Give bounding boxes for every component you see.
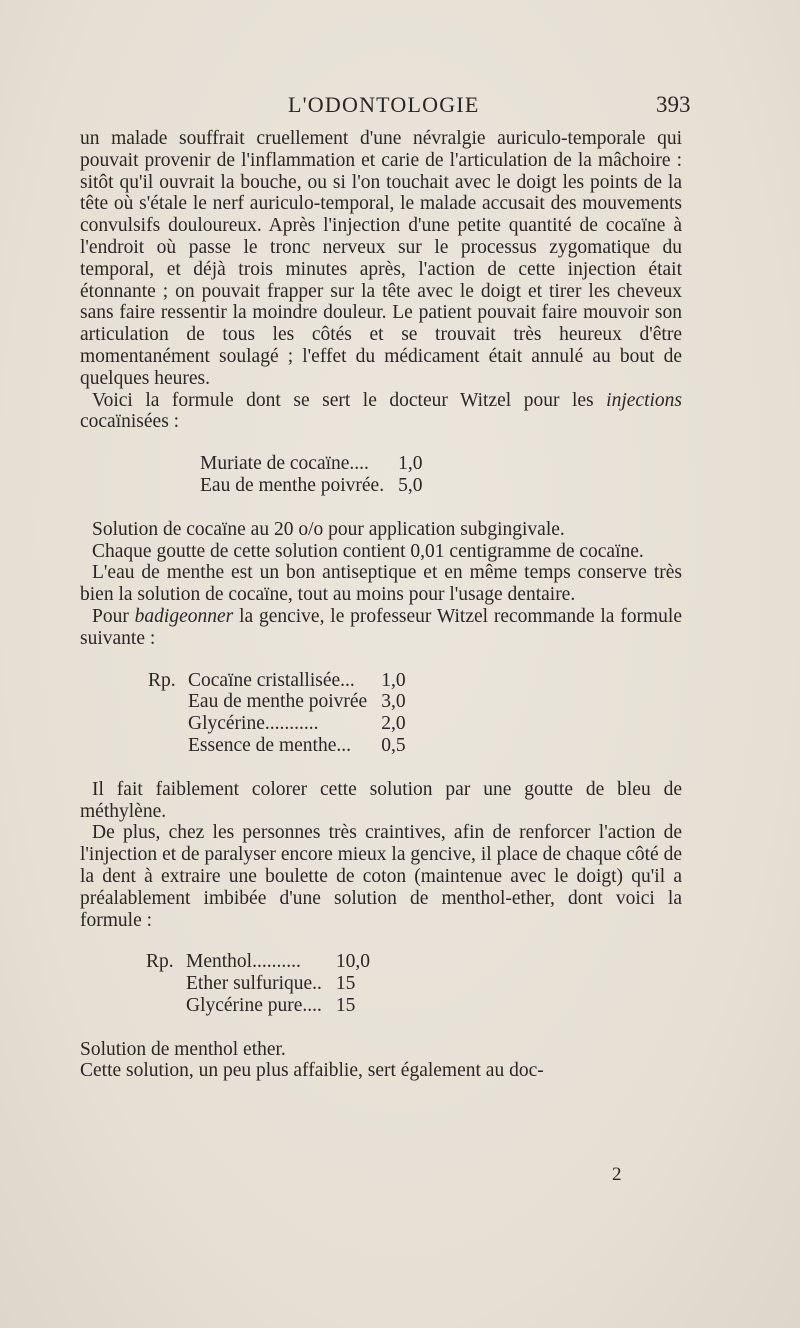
page-header-title: L'ODONTOLOGIE — [288, 92, 480, 117]
paragraph: Il fait faiblement colorer cette solution par une goutte de bleu de méthylène. — [80, 778, 682, 822]
formula-row — [200, 453, 422, 475]
ingredient-quantity: 0,5 — [381, 734, 406, 756]
ingredient-quantity: 15 — [335, 973, 356, 995]
formula-row — [148, 670, 406, 692]
page-number: 393 — [656, 92, 691, 117]
ingredient-quantity: 3,0 — [381, 691, 406, 713]
ingredient-name: Menthol.......... — [186, 951, 301, 973]
paragraph: Cette solution, un peu plus affaiblie, sert également au doc- — [80, 1060, 544, 1082]
ingredient-quantity: 10,0 — [335, 951, 371, 973]
ingredient-name: Muriate de cocaïne.... — [200, 453, 369, 475]
ingredient-quantity: 5,0 — [398, 474, 423, 496]
running-head — [0, 92, 800, 122]
ingredient-quantity: 1,0 — [381, 669, 406, 691]
ingredient-quantity: 2,0 — [381, 713, 406, 735]
paragraph-text: Voici la formule dont se sert le docteur Witzel pour les — [92, 389, 607, 411]
paragraph: un malade souffrait cruellement d'une névralgie auriculo-temporale qui pouvait provenir de l'inflammation et carie de l'articulation de la mâchoire : sitôt qu'il ouvrait la bouche, ou si l'on touchait avec le doigt les points de la tête où s'étale le nerf auriculo-temporal, le malade accusait des mouvements convulsifs douloureux. Après l'injection d'une petite quantité de cocaïne à l'endroit où passe le tronc nerveux sur le processus zygomatique du temporal, et déjà trois minutes après, l'action de cette injection était étonnante ; on pouvait frapper sur la tête avec le doigt et tirer les cheveux sans faire ressentir la moindre douleur. Le patient pouvait faire mouvoir son articulation de tous les côtés et se trouvait très heureux d'être momentanément soulagé ; l'effet du médicament était annulé au bout de quelques heures. — [80, 128, 682, 389]
ingredient-name: Glycérine........... — [188, 713, 319, 735]
formula-row — [148, 691, 406, 713]
ingredient-name: Eau de menthe poivrée — [188, 691, 368, 713]
prescription-prefix: Rp. — [148, 669, 176, 691]
paragraph — [80, 390, 682, 434]
paragraph: Chaque goutte de cette solution contient 0,01 centigramme de cocaïne. — [92, 540, 644, 562]
body-text — [80, 128, 682, 1082]
formula-row — [146, 995, 370, 1017]
ingredient-quantity: 1,0 — [398, 453, 423, 475]
formula-gum-painting — [148, 670, 406, 757]
ingredient-name: Ether sulfurique.. — [186, 973, 322, 995]
ingredient-name: Eau de menthe poivrée. — [200, 474, 385, 496]
paragraph: Solution de cocaïne au 20 o/o pour application subgingivale. — [92, 518, 565, 540]
emphasis-text: injections — [606, 389, 682, 411]
formula-cocaine-injection — [200, 453, 422, 497]
formula-row — [148, 735, 406, 757]
paragraph — [80, 606, 682, 650]
prescription-prefix: Rp. — [146, 951, 174, 973]
signature-mark: 2 — [612, 1164, 622, 1185]
ingredient-name: Cocaïne cristallisée... — [188, 669, 355, 691]
ingredient-quantity: 15 — [335, 994, 356, 1016]
paragraph-text: la gencive, le professeur Witzel recommande la formule suivante : — [80, 605, 682, 649]
ingredient-name: Glycérine pure.... — [186, 994, 322, 1016]
paragraph-text: cocaïnisées : — [80, 411, 180, 433]
emphasis-text: badigeonner — [134, 605, 234, 627]
formula-row — [146, 951, 370, 973]
ingredient-name: Essence de menthe... — [188, 734, 351, 756]
paragraph-text: Pour — [92, 605, 135, 627]
paragraph: Solution de menthol ether. — [80, 1038, 286, 1060]
formula-row — [148, 713, 406, 735]
paragraph: L'eau de menthe est un bon antiseptique et en même temps conserve très bien la solution de cocaïne, tout au moins pour l'usage dentaire. — [80, 562, 682, 606]
paragraph: De plus, chez les personnes très craintives, afin de renforcer l'action de l'injection et de paralyser encore mieux la gencive, il place de chaque côté de la dent à extraire une boulette de coton (maintenue avec le doigt) qu'il a préalablement imbibée d'une solution de menthol-ether, dont voici la formule : — [80, 822, 682, 931]
formula-menthol-ether — [146, 951, 370, 1016]
formula-row — [146, 973, 370, 995]
formula-row — [200, 475, 422, 497]
